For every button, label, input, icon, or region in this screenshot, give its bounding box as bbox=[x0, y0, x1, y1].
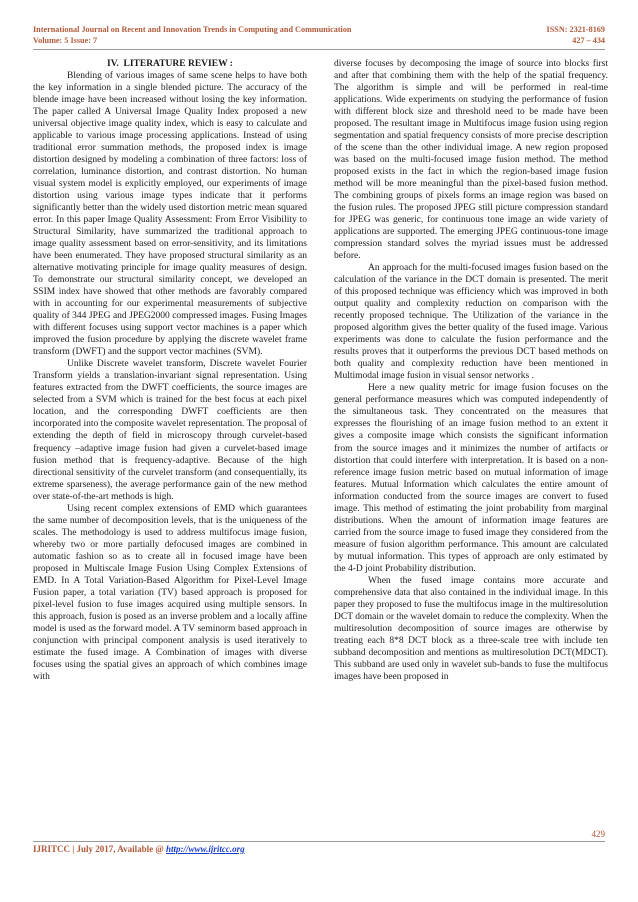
paragraph: Using recent complex extensions of EMD which guarantees the same number of decomposition levels, that is the uniqueness of the scales. The methodology is used to address multifocus image fusion, whereby two or more partially defocused images are combined in automatic fashion so as to create all in focused image have been proposed in Multiscale Image Fusion Using Complex Extensions of EMD. In A Total Variation-Based Algorithm for Pixel-Level Image Fusion paper, a total variation (TV) based approach is proposed for pixel-level fusion to fuse images acquired using multiple sensors. In this approach, fusion is posed as an inverse problem and a locally affine model is used as the forward model. A TV seminorm based approach in conjunction with principal component analysis is used iteratively to estimate the fused image. A Combination of images with diverse focuses using the spatial gives an approach of which combines image with bbox=[33, 503, 307, 682]
footer-text: IJRITCC | July 2017, Available @ bbox=[33, 844, 166, 854]
journal-title: International Journal on Recent and Innovation Trends in Computing and Communication bbox=[33, 25, 352, 34]
paragraph: An approach for the multi-focused images fusion based on the calculation of the variance in the DCT domain is presented. The merit of this proposed technique was efficiency which was improved in both output quality and complexity reduction on comparison with the recently proposed technique. The Utilization of the variance in the proposed algorithm gives the better quality of the fused image. Various experiments was done to calculate the fusion performance and the results proves that it outperforms the previous DCT based methods on both quality and complexity reduction have been mentioned in Multimodal image fusion in visual sensor networks . bbox=[334, 263, 608, 382]
journal-link[interactable]: http://www.ijritcc.org bbox=[165, 844, 245, 854]
left-column bbox=[33, 58, 307, 683]
page-number: 429 bbox=[591, 829, 605, 839]
paragraph: Unlike Discrete wavelet transform, Discrete wavelet Fourier Transform yields a translation-invariant signal representation. Using features extracted from the DWFT coefficients, the source images are selected from a SVM which is trained for the best focus at each pixel location, and the corresponding DWFT coefficients are then incorporated into the composite wavelet representation. The proposal of extending the depth of field in microscopy through curvelet-based frequency –adaptive image fusion had given a curvelet-based image fusion method that is frequency-adaptive. Because of the high directional sensitivity of the curvelet transform (and consequentially, its extreme sparseness), the average performance gain of the new method over state-of-the-art methods is high. bbox=[33, 359, 307, 502]
paragraph: When the fused image contains more accurate and comprehensive data that also contained in the individual image. In this paper they proposed to fuse the multifocus image in the multiresolution DCT domain or the wavelet domain to reduce the complexity. When the multiresolution decomposition of source images are otherwise by treating each 8*8 DCT block as a three-scale tree with include ten subband decomposition and mentions as multiresolution DCT(MDCT). This subband are used only in wavelet sub-bands to fuse the multifocus images have been proposed in bbox=[334, 575, 608, 682]
paragraph: diverse focuses by decomposing the image of source into blocks first and after that combining them with the help of the spatial frequency. The algorithm is simple and will be performed in real-time applications. Wide experiments on studying the performance of fusion with different block size and threshold need to be made have been proposed. The resultant image in Multifocus image fusion using region segmentation and spatial frequency consists of more precise description of the scene than the other individual image. A new region proposed was based on the multi-focused image fusion method. The method proposed exists in the fact in which the region-based image fusion method will be more meaningful than the pixel-based fusion method. The combining groups of pixels forms an image region was based on the fusion rules. The proposed JPEG still picture compression standard for JPEG was generic, for continuous tone image an wide variety of applications are supported. The emerging JPEG continuous-tone image compression standard solves the myriad issues must be addressed before. bbox=[334, 59, 608, 262]
page-header bbox=[33, 24, 605, 46]
issn: ISSN: 2321-8169 bbox=[546, 25, 605, 34]
right-column bbox=[334, 58, 608, 683]
paragraph: Blending of various images of same scene helps to have both the key information in a single blended picture. The accuracy of the blende image have been increased without losing the key information. The paper called A Universal Image Quality Index proposed a new universal objective image quality index, which is easy to calculate and applicable to various image processing applications. Instead of using traditional error summation methods, the proposed index is image distortion designed by modeling a combination of three factors: loss of correlation, luminance distortion, and contrast distortion. No human visual system model is explicitly employed, our experiments of image distortion using various image types indicate that it performs significantly better than the widely used distortion metric mean squared error. In this paper Image Quality Assessment: From Error Visibility to Structural Similarity, have summarized the traditional approach to image quality assessment based on error-sensitivity, and its limitations have been enumerated. They have proposed structural similarity as an alternative motivating principle for image quality measures of design. To demonstrate our structural similarity concept, we developed an SSIM index have showed that other methods are favorably compared with in accounting for our experimental measurements of subjective quality of 344 JPEG and JPEG2000 compressed images. Fusing Images with different focuses using support vector machines is a paper which improved the fusion procedure by applying the discrete wavelet frame transform (DWFT) and the support vector machines (SVM). bbox=[33, 71, 307, 358]
volume-issue: Volume: 5 Issue: 7 bbox=[33, 36, 98, 45]
page-footer bbox=[33, 844, 245, 854]
section-title: IV. LITERATURE REVIEW : bbox=[107, 59, 233, 69]
footer-divider bbox=[33, 841, 605, 842]
page-range: 427 – 434 bbox=[572, 36, 605, 45]
header-divider bbox=[33, 49, 605, 50]
paragraph: Here a new quality metric for image fusion focuses on the general performance measures which was computed independently of the simultaneous task. They concentrated on the measures that expresses the flourishing of an image fusion method to an extent it gives a composite image which consists the significant information from the source images and it minimizes the number of artifacts or distortion that could interfere with interpretation. It is based on a non-reference image fusion metric based on mutual information of image features. Mutual Information which calculates the entire amount of information conducted from the source images are convert to fused image. This method of estimating the joint probability from marginal distributions. When the amount of information image features are carried from the source image to fused image they considered from the measure of fusion algorithm performance. This amount are calculated by mutual information. This types of approach are only estimated by the 4-D joint Probability distribution. bbox=[334, 383, 608, 574]
